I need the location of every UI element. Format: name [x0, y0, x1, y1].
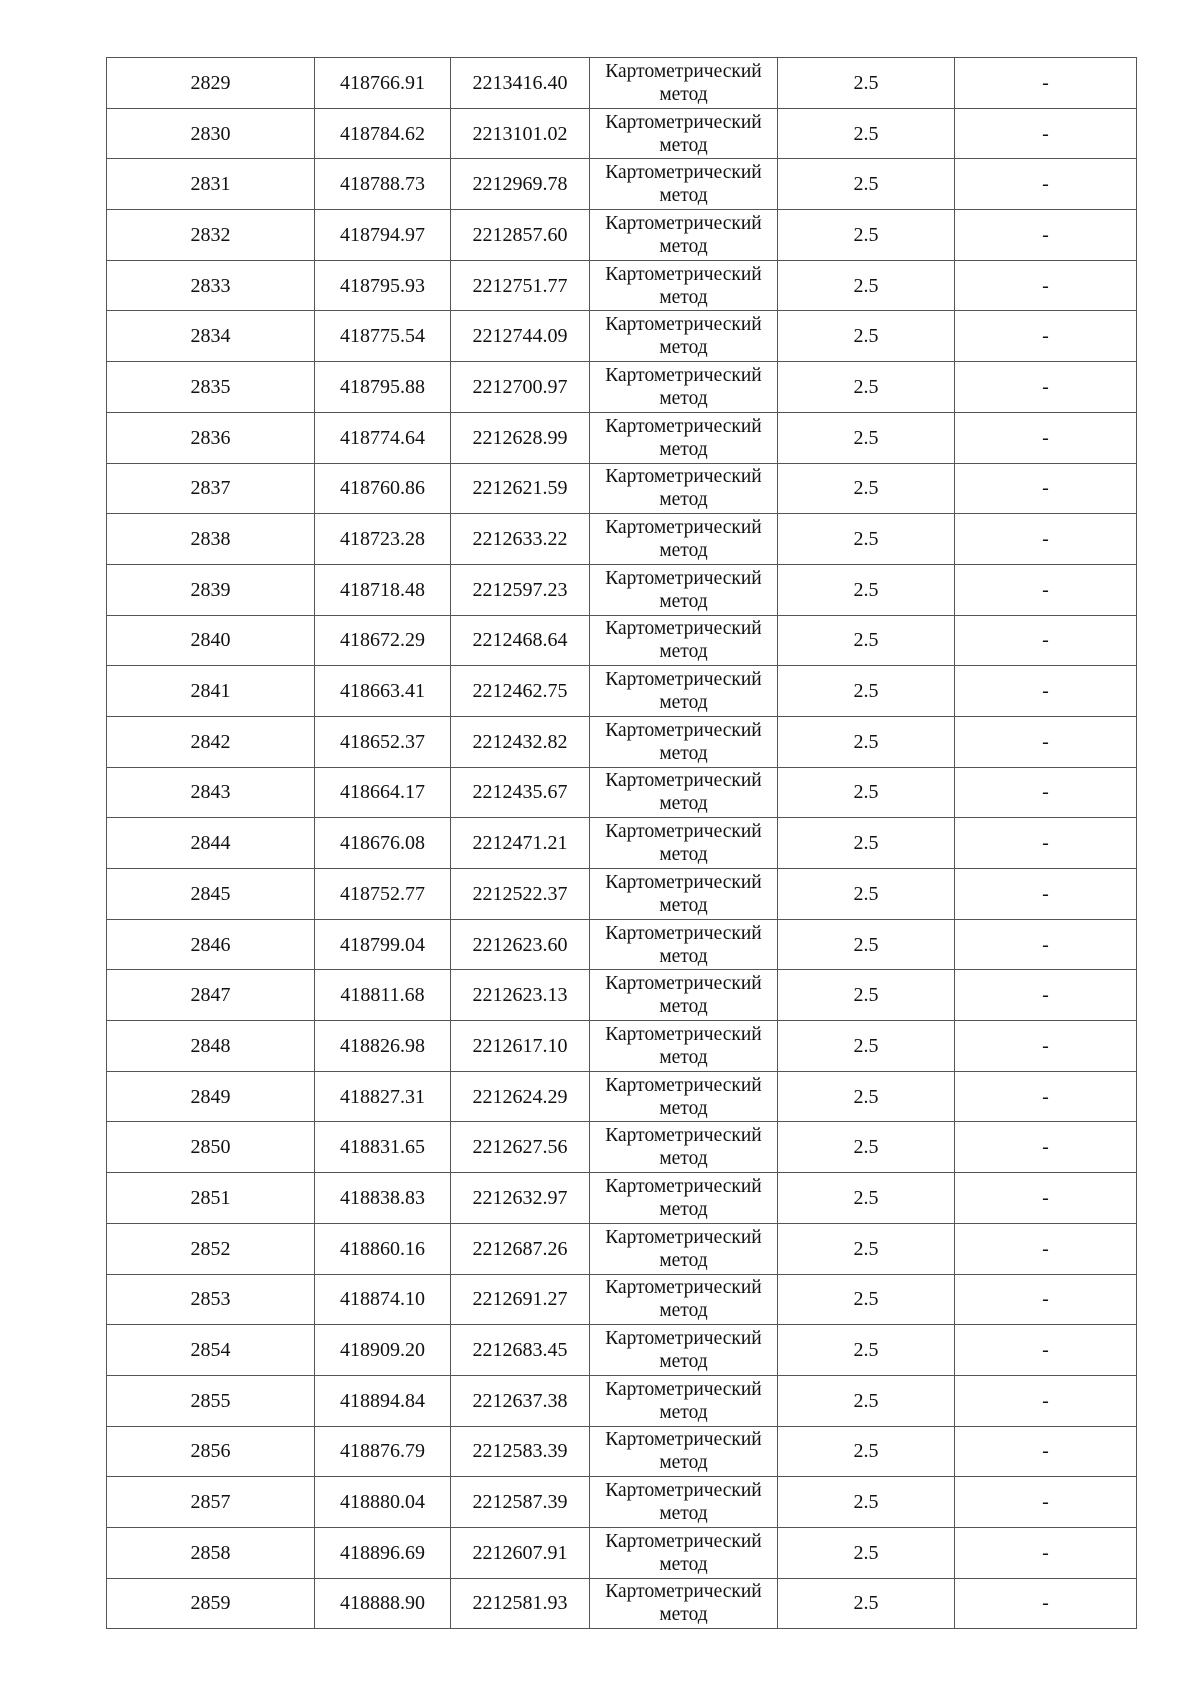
- x-coordinate-cell: 418664.17: [315, 767, 451, 818]
- note-cell: -: [955, 1223, 1137, 1274]
- note-cell: -: [955, 1477, 1137, 1528]
- precision-cell: 2.5: [778, 1071, 955, 1122]
- method-line-1: Картометрический: [605, 770, 762, 792]
- coordinates-table: [106, 57, 1137, 1629]
- method-line-2: метод: [659, 83, 708, 105]
- point-number-cell: 2851: [107, 1173, 315, 1224]
- table-row: [107, 58, 1137, 109]
- y-coordinate-cell: 2212581.93: [451, 1578, 590, 1629]
- point-number-cell: 2838: [107, 514, 315, 565]
- x-coordinate-cell: 418752.77: [315, 869, 451, 920]
- x-coordinate-cell: 418652.37: [315, 716, 451, 767]
- x-coordinate-cell: 418784.62: [315, 108, 451, 159]
- y-coordinate-cell: 2212624.29: [451, 1071, 590, 1122]
- y-coordinate-cell: 2212597.23: [451, 564, 590, 615]
- method-line-2: метод: [659, 387, 708, 409]
- method-line-1: Картометрический: [605, 1429, 762, 1451]
- precision-cell: 2.5: [778, 919, 955, 970]
- y-coordinate-cell: 2212683.45: [451, 1325, 590, 1376]
- table-row: [107, 1426, 1137, 1477]
- method-line-1: Картометрический: [605, 212, 762, 234]
- table-row: [107, 666, 1137, 717]
- point-number-cell: 2839: [107, 564, 315, 615]
- note-cell: -: [955, 1071, 1137, 1122]
- table-row: [107, 108, 1137, 159]
- x-coordinate-cell: 418795.93: [315, 260, 451, 311]
- note-cell: -: [955, 1122, 1137, 1173]
- precision-cell: 2.5: [778, 362, 955, 413]
- table-row: [107, 615, 1137, 666]
- point-number-cell: 2833: [107, 260, 315, 311]
- method-line-2: метод: [659, 438, 708, 460]
- method-line-1: Картометрический: [605, 1226, 762, 1248]
- table-row: [107, 1578, 1137, 1629]
- method-line-2: метод: [659, 1046, 708, 1068]
- method-cell: [590, 311, 778, 362]
- y-coordinate-cell: 2212617.10: [451, 1021, 590, 1072]
- point-number-cell: 2830: [107, 108, 315, 159]
- y-coordinate-cell: 2212687.26: [451, 1223, 590, 1274]
- method-cell: [590, 615, 778, 666]
- table-row: [107, 463, 1137, 514]
- table-row: [107, 514, 1137, 565]
- note-cell: -: [955, 210, 1137, 261]
- method-cell: [590, 1173, 778, 1224]
- table-row: [107, 970, 1137, 1021]
- x-coordinate-cell: 418860.16: [315, 1223, 451, 1274]
- method-line-1: Картометрический: [605, 162, 762, 184]
- method-line-1: Картометрический: [605, 1480, 762, 1502]
- precision-cell: 2.5: [778, 970, 955, 1021]
- x-coordinate-cell: 418795.88: [315, 362, 451, 413]
- note-cell: -: [955, 564, 1137, 615]
- method-line-1: Картометрический: [605, 60, 762, 82]
- y-coordinate-cell: 2212744.09: [451, 311, 590, 362]
- method-line-2: метод: [659, 1097, 708, 1119]
- table-row: [107, 818, 1137, 869]
- method-cell: [590, 818, 778, 869]
- precision-cell: 2.5: [778, 1223, 955, 1274]
- method-cell: [590, 1274, 778, 1325]
- method-line-2: метод: [659, 641, 708, 663]
- point-number-cell: 2836: [107, 412, 315, 463]
- point-number-cell: 2854: [107, 1325, 315, 1376]
- method-line-2: метод: [659, 134, 708, 156]
- note-cell: -: [955, 970, 1137, 1021]
- y-coordinate-cell: 2212607.91: [451, 1527, 590, 1578]
- precision-cell: 2.5: [778, 58, 955, 109]
- point-number-cell: 2834: [107, 311, 315, 362]
- x-coordinate-cell: 418811.68: [315, 970, 451, 1021]
- x-coordinate-cell: 418831.65: [315, 1122, 451, 1173]
- precision-cell: 2.5: [778, 463, 955, 514]
- x-coordinate-cell: 418794.97: [315, 210, 451, 261]
- method-cell: [590, 564, 778, 615]
- point-number-cell: 2853: [107, 1274, 315, 1325]
- x-coordinate-cell: 418774.64: [315, 412, 451, 463]
- note-cell: -: [955, 412, 1137, 463]
- x-coordinate-cell: 418888.90: [315, 1578, 451, 1629]
- precision-cell: 2.5: [778, 412, 955, 463]
- method-line-2: метод: [659, 489, 708, 511]
- table-row: [107, 1375, 1137, 1426]
- note-cell: -: [955, 1173, 1137, 1224]
- note-cell: -: [955, 260, 1137, 311]
- method-cell: [590, 1527, 778, 1578]
- method-line-1: Картометрический: [605, 415, 762, 437]
- y-coordinate-cell: 2212587.39: [451, 1477, 590, 1528]
- point-number-cell: 2843: [107, 767, 315, 818]
- method-line-2: метод: [659, 996, 708, 1018]
- note-cell: -: [955, 1426, 1137, 1477]
- y-coordinate-cell: 2212627.56: [451, 1122, 590, 1173]
- method-line-1: Картометрический: [605, 466, 762, 488]
- method-cell: [590, 970, 778, 1021]
- method-line-1: Картометрический: [605, 1378, 762, 1400]
- table-row: [107, 1122, 1137, 1173]
- method-cell: [590, 514, 778, 565]
- table-row: [107, 1325, 1137, 1376]
- point-number-cell: 2859: [107, 1578, 315, 1629]
- precision-cell: 2.5: [778, 716, 955, 767]
- method-line-2: метод: [659, 1198, 708, 1220]
- y-coordinate-cell: 2213101.02: [451, 108, 590, 159]
- note-cell: -: [955, 869, 1137, 920]
- precision-cell: 2.5: [778, 1578, 955, 1629]
- point-number-cell: 2850: [107, 1122, 315, 1173]
- table-row: [107, 1477, 1137, 1528]
- method-cell: [590, 108, 778, 159]
- table-row: [107, 1173, 1137, 1224]
- y-coordinate-cell: 2212969.78: [451, 159, 590, 210]
- method-line-2: метод: [659, 1604, 708, 1626]
- method-line-1: Картометрический: [605, 1175, 762, 1197]
- precision-cell: 2.5: [778, 869, 955, 920]
- y-coordinate-cell: 2212623.60: [451, 919, 590, 970]
- precision-cell: 2.5: [778, 1173, 955, 1224]
- method-cell: [590, 919, 778, 970]
- point-number-cell: 2857: [107, 1477, 315, 1528]
- y-coordinate-cell: 2212633.22: [451, 514, 590, 565]
- table-row: [107, 1527, 1137, 1578]
- x-coordinate-cell: 418760.86: [315, 463, 451, 514]
- table-row: [107, 362, 1137, 413]
- method-line-1: Картометрический: [605, 922, 762, 944]
- method-line-1: Картометрический: [605, 111, 762, 133]
- x-coordinate-cell: 418838.83: [315, 1173, 451, 1224]
- note-cell: -: [955, 666, 1137, 717]
- method-line-1: Картометрический: [605, 567, 762, 589]
- precision-cell: 2.5: [778, 260, 955, 311]
- point-number-cell: 2842: [107, 716, 315, 767]
- method-line-1: Картометрический: [605, 618, 762, 640]
- method-cell: [590, 412, 778, 463]
- method-line-2: метод: [659, 1503, 708, 1525]
- note-cell: -: [955, 1527, 1137, 1578]
- note-cell: -: [955, 362, 1137, 413]
- note-cell: -: [955, 767, 1137, 818]
- y-coordinate-cell: 2212621.59: [451, 463, 590, 514]
- point-number-cell: 2858: [107, 1527, 315, 1578]
- method-line-1: Картометрический: [605, 669, 762, 691]
- precision-cell: 2.5: [778, 1021, 955, 1072]
- precision-cell: 2.5: [778, 514, 955, 565]
- table-row: [107, 1223, 1137, 1274]
- method-cell: [590, 1021, 778, 1072]
- point-number-cell: 2840: [107, 615, 315, 666]
- note-cell: -: [955, 514, 1137, 565]
- method-line-2: метод: [659, 844, 708, 866]
- method-line-2: метод: [659, 590, 708, 612]
- point-number-cell: 2852: [107, 1223, 315, 1274]
- x-coordinate-cell: 418896.69: [315, 1527, 451, 1578]
- point-number-cell: 2845: [107, 869, 315, 920]
- precision-cell: 2.5: [778, 666, 955, 717]
- note-cell: -: [955, 1578, 1137, 1629]
- y-coordinate-cell: 2212700.97: [451, 362, 590, 413]
- y-coordinate-cell: 2212637.38: [451, 1375, 590, 1426]
- table-row: [107, 412, 1137, 463]
- method-line-2: метод: [659, 1300, 708, 1322]
- y-coordinate-cell: 2212751.77: [451, 260, 590, 311]
- coordinates-table-body: [107, 58, 1137, 1629]
- method-line-2: метод: [659, 1249, 708, 1271]
- point-number-cell: 2832: [107, 210, 315, 261]
- table-row: [107, 159, 1137, 210]
- method-cell: [590, 1325, 778, 1376]
- method-line-2: метод: [659, 1148, 708, 1170]
- method-cell: [590, 1223, 778, 1274]
- x-coordinate-cell: 418718.48: [315, 564, 451, 615]
- method-cell: [590, 260, 778, 311]
- y-coordinate-cell: 2212468.64: [451, 615, 590, 666]
- method-cell: [590, 159, 778, 210]
- method-cell: [590, 463, 778, 514]
- point-number-cell: 2847: [107, 970, 315, 1021]
- y-coordinate-cell: 2212522.37: [451, 869, 590, 920]
- x-coordinate-cell: 418672.29: [315, 615, 451, 666]
- table-row: [107, 869, 1137, 920]
- method-cell: [590, 1426, 778, 1477]
- method-cell: [590, 767, 778, 818]
- method-line-1: Картометрический: [605, 1581, 762, 1603]
- method-line-2: метод: [659, 235, 708, 257]
- y-coordinate-cell: 2213416.40: [451, 58, 590, 109]
- method-cell: [590, 716, 778, 767]
- y-coordinate-cell: 2212857.60: [451, 210, 590, 261]
- method-line-2: метод: [659, 337, 708, 359]
- method-line-2: метод: [659, 1351, 708, 1373]
- method-line-1: Картометрический: [605, 364, 762, 386]
- note-cell: -: [955, 919, 1137, 970]
- point-number-cell: 2841: [107, 666, 315, 717]
- note-cell: -: [955, 615, 1137, 666]
- y-coordinate-cell: 2212691.27: [451, 1274, 590, 1325]
- method-line-2: метод: [659, 894, 708, 916]
- method-cell: [590, 1375, 778, 1426]
- method-line-1: Картометрический: [605, 1530, 762, 1552]
- method-line-2: метод: [659, 540, 708, 562]
- precision-cell: 2.5: [778, 615, 955, 666]
- note-cell: -: [955, 108, 1137, 159]
- method-line-2: метод: [659, 286, 708, 308]
- method-cell: [590, 1477, 778, 1528]
- method-cell: [590, 1122, 778, 1173]
- x-coordinate-cell: 418766.91: [315, 58, 451, 109]
- point-number-cell: 2837: [107, 463, 315, 514]
- method-line-1: Картометрический: [605, 1277, 762, 1299]
- x-coordinate-cell: 418876.79: [315, 1426, 451, 1477]
- method-line-2: метод: [659, 1553, 708, 1575]
- x-coordinate-cell: 418827.31: [315, 1071, 451, 1122]
- method-cell: [590, 1071, 778, 1122]
- note-cell: -: [955, 58, 1137, 109]
- method-line-2: метод: [659, 1452, 708, 1474]
- note-cell: -: [955, 311, 1137, 362]
- x-coordinate-cell: 418874.10: [315, 1274, 451, 1325]
- y-coordinate-cell: 2212435.67: [451, 767, 590, 818]
- y-coordinate-cell: 2212462.75: [451, 666, 590, 717]
- method-line-2: метод: [659, 185, 708, 207]
- note-cell: -: [955, 159, 1137, 210]
- y-coordinate-cell: 2212583.39: [451, 1426, 590, 1477]
- table-row: [107, 260, 1137, 311]
- x-coordinate-cell: 418788.73: [315, 159, 451, 210]
- precision-cell: 2.5: [778, 1375, 955, 1426]
- method-cell: [590, 869, 778, 920]
- table-row: [107, 1021, 1137, 1072]
- method-line-1: Картометрический: [605, 973, 762, 995]
- note-cell: -: [955, 463, 1137, 514]
- x-coordinate-cell: 418663.41: [315, 666, 451, 717]
- method-line-1: Картометрический: [605, 263, 762, 285]
- method-line-1: Картометрический: [605, 1328, 762, 1350]
- x-coordinate-cell: 418799.04: [315, 919, 451, 970]
- note-cell: -: [955, 1325, 1137, 1376]
- x-coordinate-cell: 418894.84: [315, 1375, 451, 1426]
- method-line-1: Картометрический: [605, 719, 762, 741]
- method-cell: [590, 58, 778, 109]
- x-coordinate-cell: 418826.98: [315, 1021, 451, 1072]
- precision-cell: 2.5: [778, 1527, 955, 1578]
- table-row: [107, 767, 1137, 818]
- note-cell: -: [955, 1274, 1137, 1325]
- method-line-1: Картометрический: [605, 517, 762, 539]
- point-number-cell: 2844: [107, 818, 315, 869]
- note-cell: -: [955, 716, 1137, 767]
- method-line-2: метод: [659, 692, 708, 714]
- x-coordinate-cell: 418880.04: [315, 1477, 451, 1528]
- table-row: [107, 716, 1137, 767]
- point-number-cell: 2846: [107, 919, 315, 970]
- point-number-cell: 2831: [107, 159, 315, 210]
- y-coordinate-cell: 2212632.97: [451, 1173, 590, 1224]
- document-page: [106, 57, 1136, 1629]
- method-line-1: Картометрический: [605, 1074, 762, 1096]
- method-line-1: Картометрический: [605, 1125, 762, 1147]
- precision-cell: 2.5: [778, 159, 955, 210]
- y-coordinate-cell: 2212628.99: [451, 412, 590, 463]
- method-line-1: Картометрический: [605, 871, 762, 893]
- point-number-cell: 2855: [107, 1375, 315, 1426]
- note-cell: -: [955, 1375, 1137, 1426]
- precision-cell: 2.5: [778, 1325, 955, 1376]
- method-line-2: метод: [659, 945, 708, 967]
- x-coordinate-cell: 418775.54: [315, 311, 451, 362]
- table-row: [107, 564, 1137, 615]
- point-number-cell: 2829: [107, 58, 315, 109]
- point-number-cell: 2849: [107, 1071, 315, 1122]
- precision-cell: 2.5: [778, 1274, 955, 1325]
- table-row: [107, 1274, 1137, 1325]
- method-line-1: Картометрический: [605, 314, 762, 336]
- precision-cell: 2.5: [778, 1426, 955, 1477]
- y-coordinate-cell: 2212623.13: [451, 970, 590, 1021]
- x-coordinate-cell: 418909.20: [315, 1325, 451, 1376]
- method-line-2: метод: [659, 1401, 708, 1423]
- y-coordinate-cell: 2212432.82: [451, 716, 590, 767]
- method-cell: [590, 1578, 778, 1629]
- table-row: [107, 919, 1137, 970]
- note-cell: -: [955, 818, 1137, 869]
- precision-cell: 2.5: [778, 108, 955, 159]
- method-cell: [590, 362, 778, 413]
- point-number-cell: 2848: [107, 1021, 315, 1072]
- method-line-2: метод: [659, 742, 708, 764]
- precision-cell: 2.5: [778, 1122, 955, 1173]
- precision-cell: 2.5: [778, 1477, 955, 1528]
- x-coordinate-cell: 418676.08: [315, 818, 451, 869]
- method-cell: [590, 666, 778, 717]
- point-number-cell: 2856: [107, 1426, 315, 1477]
- method-line-2: метод: [659, 793, 708, 815]
- method-line-1: Картометрический: [605, 821, 762, 843]
- point-number-cell: 2835: [107, 362, 315, 413]
- note-cell: -: [955, 1021, 1137, 1072]
- table-row: [107, 311, 1137, 362]
- method-cell: [590, 210, 778, 261]
- table-row: [107, 1071, 1137, 1122]
- precision-cell: 2.5: [778, 311, 955, 362]
- y-coordinate-cell: 2212471.21: [451, 818, 590, 869]
- precision-cell: 2.5: [778, 564, 955, 615]
- precision-cell: 2.5: [778, 210, 955, 261]
- x-coordinate-cell: 418723.28: [315, 514, 451, 565]
- precision-cell: 2.5: [778, 818, 955, 869]
- table-row: [107, 210, 1137, 261]
- precision-cell: 2.5: [778, 767, 955, 818]
- method-line-1: Картометрический: [605, 1023, 762, 1045]
